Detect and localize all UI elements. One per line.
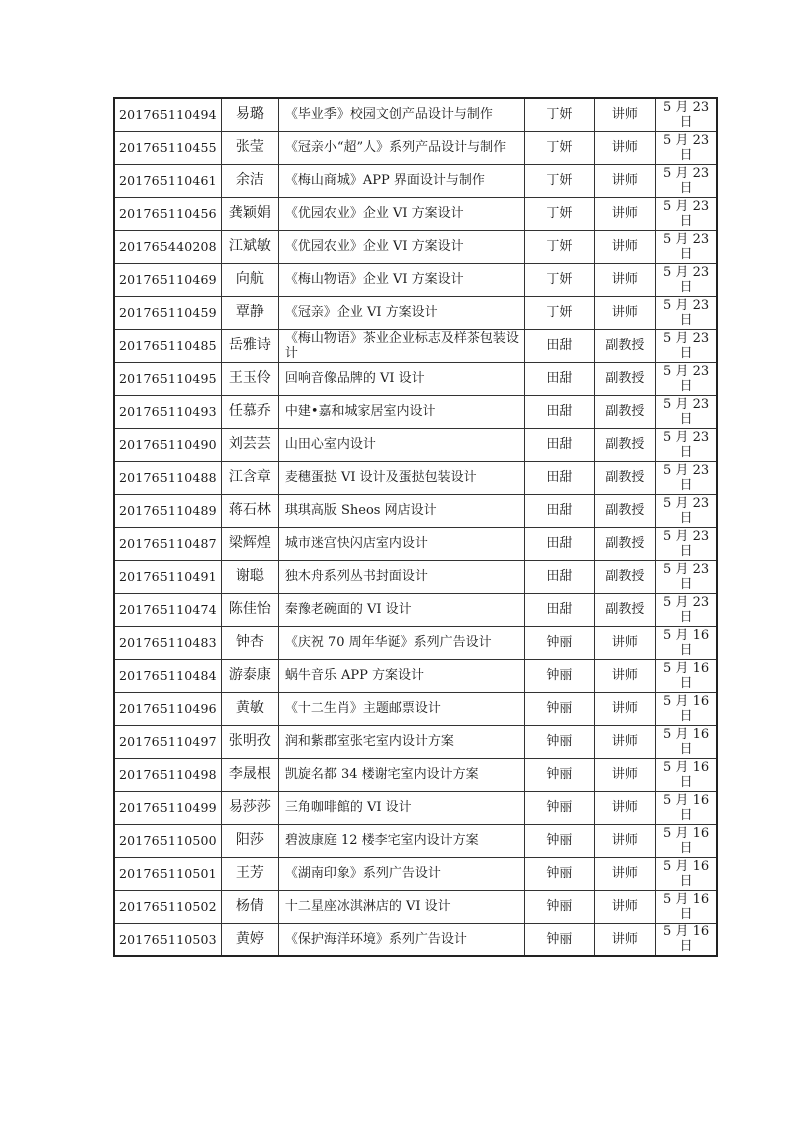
student-id-cell: 201765110469 xyxy=(114,263,221,296)
student-name-cell: 王芳 xyxy=(221,857,278,890)
student-name-cell: 陈佳怡 xyxy=(221,593,278,626)
advisor-rank-cell: 讲师 xyxy=(594,98,655,131)
advisor-cell: 钟丽 xyxy=(524,923,594,956)
thesis-title-cell: 三角咖啡館的 VI 设计 xyxy=(278,791,524,824)
student-name-cell: 江斌敏 xyxy=(221,230,278,263)
table-row xyxy=(114,395,717,428)
thesis-title-cell: 《梅山物语》茶业企业标志及样茶包装设计 xyxy=(278,329,524,362)
advisor-cell: 丁妍 xyxy=(524,197,594,230)
advisor-rank-cell: 讲师 xyxy=(594,890,655,923)
student-name-cell: 龚颖娟 xyxy=(221,197,278,230)
student-name-cell: 游泰康 xyxy=(221,659,278,692)
advisor-rank-cell: 讲师 xyxy=(594,857,655,890)
advisor-cell: 钟丽 xyxy=(524,857,594,890)
thesis-title-cell: 城市迷宫快闪店室内设计 xyxy=(278,527,524,560)
advisor-rank-cell: 讲师 xyxy=(594,263,655,296)
advisor-rank-cell: 副教授 xyxy=(594,461,655,494)
thesis-title-cell: 《十二生肖》主题邮票设计 xyxy=(278,692,524,725)
advisor-cell: 田甜 xyxy=(524,494,594,527)
table-row xyxy=(114,725,717,758)
advisor-rank-cell: 副教授 xyxy=(594,593,655,626)
thesis-schedule-table xyxy=(113,97,718,957)
student-name-cell: 黄敏 xyxy=(221,692,278,725)
thesis-title-cell: 润和紫郡室张宅室内设计方案 xyxy=(278,725,524,758)
date-cell: 5 月 16 日 xyxy=(655,923,717,956)
thesis-title-cell: 《毕业季》校园文创产品设计与制作 xyxy=(278,98,524,131)
student-id-cell: 201765110485 xyxy=(114,329,221,362)
table-body xyxy=(114,98,717,956)
advisor-rank-cell: 讲师 xyxy=(594,824,655,857)
date-cell: 5 月 16 日 xyxy=(655,857,717,890)
advisor-rank-cell: 副教授 xyxy=(594,428,655,461)
thesis-title-cell: 《湖南印象》系列广告设计 xyxy=(278,857,524,890)
student-id-cell: 201765110455 xyxy=(114,131,221,164)
advisor-rank-cell: 讲师 xyxy=(594,626,655,659)
student-id-cell: 201765110500 xyxy=(114,824,221,857)
student-name-cell: 阳莎 xyxy=(221,824,278,857)
advisor-cell: 田甜 xyxy=(524,362,594,395)
advisor-rank-cell: 讲师 xyxy=(594,725,655,758)
thesis-title-cell: 秦豫老碗面的 VI 设计 xyxy=(278,593,524,626)
student-id-cell: 201765110483 xyxy=(114,626,221,659)
table-row xyxy=(114,692,717,725)
table-row xyxy=(114,296,717,329)
student-id-cell: 201765110499 xyxy=(114,791,221,824)
table-row xyxy=(114,527,717,560)
table-row xyxy=(114,593,717,626)
advisor-cell: 丁妍 xyxy=(524,263,594,296)
date-cell: 5 月 16 日 xyxy=(655,890,717,923)
advisor-rank-cell: 讲师 xyxy=(594,197,655,230)
student-id-cell: 201765110503 xyxy=(114,923,221,956)
date-cell: 5 月 23 日 xyxy=(655,164,717,197)
student-name-cell: 谢聪 xyxy=(221,560,278,593)
advisor-cell: 丁妍 xyxy=(524,164,594,197)
advisor-rank-cell: 副教授 xyxy=(594,494,655,527)
advisor-rank-cell: 讲师 xyxy=(594,659,655,692)
table-row xyxy=(114,758,717,791)
table-row xyxy=(114,98,717,131)
advisor-rank-cell: 讲师 xyxy=(594,923,655,956)
table-row xyxy=(114,626,717,659)
advisor-cell: 田甜 xyxy=(524,560,594,593)
table-row xyxy=(114,659,717,692)
date-cell: 5 月 23 日 xyxy=(655,461,717,494)
thesis-title-cell: 独木舟系列丛书封面设计 xyxy=(278,560,524,593)
advisor-cell: 丁妍 xyxy=(524,98,594,131)
date-cell: 5 月 16 日 xyxy=(655,725,717,758)
advisor-cell: 丁妍 xyxy=(524,296,594,329)
date-cell: 5 月 23 日 xyxy=(655,428,717,461)
student-id-cell: 201765110461 xyxy=(114,164,221,197)
student-id-cell: 201765110497 xyxy=(114,725,221,758)
student-name-cell: 刘芸芸 xyxy=(221,428,278,461)
advisor-cell: 钟丽 xyxy=(524,758,594,791)
date-cell: 5 月 23 日 xyxy=(655,131,717,164)
table-row xyxy=(114,923,717,956)
student-id-cell: 201765110494 xyxy=(114,98,221,131)
advisor-rank-cell: 副教授 xyxy=(594,395,655,428)
advisor-rank-cell: 讲师 xyxy=(594,791,655,824)
advisor-cell: 钟丽 xyxy=(524,692,594,725)
student-name-cell: 杨倩 xyxy=(221,890,278,923)
student-name-cell: 向航 xyxy=(221,263,278,296)
advisor-cell: 钟丽 xyxy=(524,626,594,659)
advisor-cell: 田甜 xyxy=(524,461,594,494)
student-id-cell: 201765110495 xyxy=(114,362,221,395)
student-id-cell: 201765110491 xyxy=(114,560,221,593)
thesis-title-cell: 《梅山物语》企业 VI 方案设计 xyxy=(278,263,524,296)
date-cell: 5 月 23 日 xyxy=(655,494,717,527)
advisor-cell: 田甜 xyxy=(524,593,594,626)
date-cell: 5 月 16 日 xyxy=(655,692,717,725)
student-name-cell: 黄婷 xyxy=(221,923,278,956)
table-row xyxy=(114,362,717,395)
advisor-rank-cell: 讲师 xyxy=(594,692,655,725)
student-name-cell: 王玉伶 xyxy=(221,362,278,395)
student-name-cell: 蒋石林 xyxy=(221,494,278,527)
student-name-cell: 钟杏 xyxy=(221,626,278,659)
table-row xyxy=(114,791,717,824)
student-name-cell: 李晟根 xyxy=(221,758,278,791)
advisor-rank-cell: 讲师 xyxy=(594,230,655,263)
advisor-rank-cell: 副教授 xyxy=(594,362,655,395)
student-id-cell: 201765110488 xyxy=(114,461,221,494)
thesis-title-cell: 《优园农业》企业 VI 方案设计 xyxy=(278,197,524,230)
thesis-title-cell: 回响音像品牌的 VI 设计 xyxy=(278,362,524,395)
table-row xyxy=(114,494,717,527)
student-id-cell: 201765110496 xyxy=(114,692,221,725)
date-cell: 5 月 23 日 xyxy=(655,593,717,626)
table-row xyxy=(114,824,717,857)
thesis-title-cell: 碧波康庭 12 楼李宅室内设计方案 xyxy=(278,824,524,857)
table-row xyxy=(114,890,717,923)
date-cell: 5 月 23 日 xyxy=(655,329,717,362)
advisor-rank-cell: 讲师 xyxy=(594,131,655,164)
advisor-rank-cell: 讲师 xyxy=(594,758,655,791)
advisor-rank-cell: 讲师 xyxy=(594,296,655,329)
table-row xyxy=(114,164,717,197)
student-id-cell: 201765110498 xyxy=(114,758,221,791)
advisor-cell: 丁妍 xyxy=(524,230,594,263)
student-name-cell: 易璐 xyxy=(221,98,278,131)
advisor-cell: 钟丽 xyxy=(524,791,594,824)
thesis-title-cell: 《冠亲》企业 VI 方案设计 xyxy=(278,296,524,329)
table-row xyxy=(114,428,717,461)
student-id-cell: 201765110484 xyxy=(114,659,221,692)
advisor-cell: 钟丽 xyxy=(524,890,594,923)
date-cell: 5 月 16 日 xyxy=(655,758,717,791)
thesis-title-cell: 十二星座冰淇淋店的 VI 设计 xyxy=(278,890,524,923)
advisor-cell: 丁妍 xyxy=(524,131,594,164)
student-name-cell: 易莎莎 xyxy=(221,791,278,824)
student-id-cell: 201765110456 xyxy=(114,197,221,230)
date-cell: 5 月 23 日 xyxy=(655,263,717,296)
advisor-cell: 钟丽 xyxy=(524,824,594,857)
advisor-cell: 田甜 xyxy=(524,329,594,362)
student-name-cell: 江含章 xyxy=(221,461,278,494)
thesis-title-cell: 蜗牛音乐 APP 方案设计 xyxy=(278,659,524,692)
advisor-rank-cell: 讲师 xyxy=(594,164,655,197)
student-id-cell: 201765110474 xyxy=(114,593,221,626)
student-name-cell: 岳雅诗 xyxy=(221,329,278,362)
advisor-rank-cell: 副教授 xyxy=(594,329,655,362)
date-cell: 5 月 23 日 xyxy=(655,527,717,560)
student-name-cell: 张莹 xyxy=(221,131,278,164)
table-row xyxy=(114,857,717,890)
table-row xyxy=(114,263,717,296)
table-row xyxy=(114,461,717,494)
student-id-cell: 201765440208 xyxy=(114,230,221,263)
student-id-cell: 201765110459 xyxy=(114,296,221,329)
table-row xyxy=(114,197,717,230)
date-cell: 5 月 16 日 xyxy=(655,659,717,692)
table-row xyxy=(114,560,717,593)
student-id-cell: 201765110489 xyxy=(114,494,221,527)
student-id-cell: 201765110487 xyxy=(114,527,221,560)
advisor-cell: 钟丽 xyxy=(524,659,594,692)
date-cell: 5 月 23 日 xyxy=(655,296,717,329)
advisor-rank-cell: 副教授 xyxy=(594,527,655,560)
advisor-cell: 田甜 xyxy=(524,527,594,560)
date-cell: 5 月 16 日 xyxy=(655,791,717,824)
student-name-cell: 张明孜 xyxy=(221,725,278,758)
date-cell: 5 月 16 日 xyxy=(655,626,717,659)
student-name-cell: 覃静 xyxy=(221,296,278,329)
advisor-cell: 钟丽 xyxy=(524,725,594,758)
date-cell: 5 月 23 日 xyxy=(655,98,717,131)
thesis-title-cell: 《冠亲小“超”人》系列产品设计与制作 xyxy=(278,131,524,164)
table-row xyxy=(114,329,717,362)
thesis-title-cell: 《优园农业》企业 VI 方案设计 xyxy=(278,230,524,263)
thesis-title-cell: 凯旋名都 34 楼谢宅室内设计方案 xyxy=(278,758,524,791)
advisor-cell: 田甜 xyxy=(524,428,594,461)
date-cell: 5 月 23 日 xyxy=(655,230,717,263)
thesis-title-cell: 琪琪高版 Sheos 网店设计 xyxy=(278,494,524,527)
student-id-cell: 201765110501 xyxy=(114,857,221,890)
thesis-title-cell: 中建•嘉和城家居室内设计 xyxy=(278,395,524,428)
date-cell: 5 月 23 日 xyxy=(655,560,717,593)
thesis-title-cell: 《庆祝 70 周年华诞》系列广告设计 xyxy=(278,626,524,659)
student-name-cell: 任慕乔 xyxy=(221,395,278,428)
thesis-title-cell: 麦穗蛋挞 VI 设计及蛋挞包装设计 xyxy=(278,461,524,494)
student-name-cell: 余洁 xyxy=(221,164,278,197)
advisor-rank-cell: 副教授 xyxy=(594,560,655,593)
date-cell: 5 月 23 日 xyxy=(655,362,717,395)
date-cell: 5 月 23 日 xyxy=(655,197,717,230)
thesis-title-cell: 《梅山商城》APP 界面设计与制作 xyxy=(278,164,524,197)
thesis-title-cell: 山田心室内设计 xyxy=(278,428,524,461)
table-row xyxy=(114,131,717,164)
date-cell: 5 月 23 日 xyxy=(655,395,717,428)
student-name-cell: 梁辉煌 xyxy=(221,527,278,560)
advisor-cell: 田甜 xyxy=(524,395,594,428)
table-row xyxy=(114,230,717,263)
student-id-cell: 201765110502 xyxy=(114,890,221,923)
date-cell: 5 月 16 日 xyxy=(655,824,717,857)
student-id-cell: 201765110490 xyxy=(114,428,221,461)
student-id-cell: 201765110493 xyxy=(114,395,221,428)
thesis-title-cell: 《保护海洋环境》系列广告设计 xyxy=(278,923,524,956)
